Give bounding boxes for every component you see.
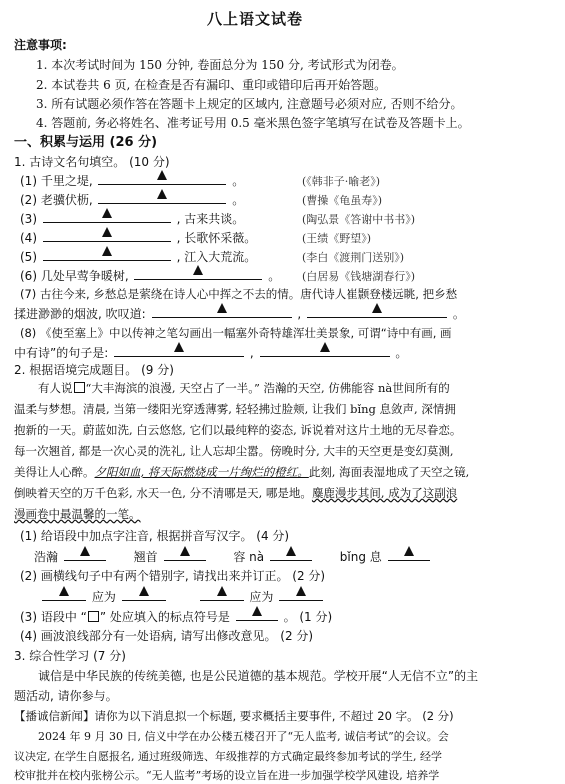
poem-source: (陶弘景《答谢中书书》) — [302, 213, 416, 226]
answer-blank[interactable] — [152, 305, 292, 318]
sub-question: (2) 画横线句子中有两个错别字, 请找出来并订正。 (2 分) — [20, 569, 326, 583]
answer-blank[interactable] — [200, 588, 244, 601]
poem-source: (曹操《龟虽寿》) — [302, 194, 383, 207]
answer-blank[interactable] — [122, 588, 166, 601]
should-be-label: 应为 — [249, 590, 274, 604]
triangle-marker-icon — [102, 208, 112, 218]
triangle-marker-icon — [102, 246, 112, 256]
fill-line — [20, 172, 244, 189]
page-title: 八上语文试卷 — [207, 10, 304, 28]
passage-text: 有人说 — [38, 381, 73, 395]
fill-line — [20, 210, 244, 227]
fill-line — [20, 229, 256, 246]
fill-prefix: (2) 老骥伏枥, — [20, 193, 93, 207]
passage-text: “大丰海滨的浪漫, 天空占了一半。” 浩瀚的天空, 仿佛能容 nà世间所有的 — [85, 381, 450, 395]
triangle-marker-icon — [252, 606, 262, 616]
task-text: 【播诚信新闻】请你为以下消息拟一个标题, 要求概括主要事件, 不超过 20 字。 (2 分) — [14, 709, 454, 723]
triangle-marker-icon — [372, 303, 382, 313]
section-heading: 一、积累与运用 (26 分) — [14, 135, 158, 150]
fill-prefix: (1) 千里之堤, — [20, 174, 93, 188]
triangle-marker-icon — [180, 546, 190, 556]
triangle-marker-icon — [157, 170, 167, 180]
fill-line — [14, 344, 407, 361]
fill-suffix: 。 — [395, 346, 408, 360]
triangle-marker-icon — [404, 546, 414, 556]
fill-prefix: 中有诗”的句子是: — [14, 346, 109, 360]
answer-blank[interactable] — [260, 344, 390, 357]
passage-line — [14, 506, 141, 522]
fill-line — [20, 191, 244, 208]
fill-line — [20, 267, 280, 284]
fill-sep: , — [297, 307, 302, 321]
q7-text: (7) 古往今来, 乡愁总是萦绕在诗人心中挥之不去的情。唐代诗人崔颢登楼远眺, 把乡愁 — [20, 287, 458, 301]
answer-blank[interactable] — [236, 608, 278, 621]
correction-row — [40, 588, 325, 605]
answer-blank[interactable] — [98, 172, 226, 185]
sub-question — [20, 608, 332, 625]
triangle-marker-icon — [80, 546, 90, 556]
blank-box — [88, 611, 99, 622]
fill-prefix: (3) — [20, 212, 37, 226]
triangle-marker-icon — [286, 546, 296, 556]
answer-blank[interactable] — [307, 305, 447, 318]
pinyin-row — [34, 548, 432, 565]
sub3-post: ” 处应填入的标点符号是 — [99, 610, 230, 624]
fill-prefix: (6) 几处早莺争暖树, — [20, 269, 129, 283]
passage-line — [38, 380, 450, 396]
triangle-marker-icon — [217, 303, 227, 313]
passage-text: 此刻, 海面表湿地成了天空之镜, — [308, 465, 470, 479]
intro-text: 诚信是中华民族的传统美德, 也是公民道德的基本规范。学校开展“人无信不立”的主 — [38, 669, 479, 683]
answer-blank[interactable] — [43, 210, 171, 223]
notice-item: 1. 本次考试时间为 150 分钟, 卷面总分为 150 分, 考试形式为闭卷。 — [36, 58, 404, 72]
intro-text: 题活动, 请你参与。 — [14, 689, 118, 703]
answer-blank[interactable] — [42, 588, 86, 601]
triangle-marker-icon — [59, 586, 69, 596]
poem-source: (王绩《野望》) — [302, 232, 372, 245]
passage-line: 每一次翘首, 都是一次心灵的洗礼, 让人忘却尘嚣。傍晚时分, 大丰的天空更是变幻莫测, — [14, 444, 454, 458]
answer-blank[interactable] — [279, 588, 323, 601]
question-heading: 2. 根据语境完成题目。 (9 分) — [14, 363, 174, 377]
fill-prefix: (5) — [20, 250, 37, 264]
fill-prefix: (4) — [20, 231, 37, 245]
fill-line — [14, 305, 465, 322]
pinyin-word: 浩瀚 — [34, 550, 59, 564]
should-be-label: 应为 — [91, 590, 116, 604]
news-text: 2024 年 9 月 30 日, 信义中学在办公楼五楼召开了“无人监考, 诚信考试”的会议。会 — [38, 730, 449, 743]
triangle-marker-icon — [174, 342, 184, 352]
answer-blank[interactable] — [164, 548, 206, 561]
pinyin-word: bǐng 息 — [339, 550, 382, 564]
fill-line — [20, 248, 256, 265]
sub-question: (4) 画波浪线部分有一处语病, 请写出修改意见。 (2 分) — [20, 629, 314, 643]
passage-line — [14, 485, 457, 501]
poem-source: (《韩非子·喻老》) — [302, 175, 381, 188]
question-heading: 1. 古诗文名句填空。 (10 分) — [14, 155, 170, 169]
sub3-end: 。 (1 分) — [283, 610, 333, 624]
fill-suffix: 。 — [268, 269, 281, 283]
news-text: 议决定, 在学生自愿报名, 通过班级筛选、年级推荐的方式确定最终参加考试的学生, 经学 — [14, 750, 442, 763]
fill-suffix: 。 — [232, 174, 245, 188]
notice-item: 3. 所有试题必须作答在答题卡上规定的区域内, 注意题号必须对应, 否则不给分。 — [36, 97, 463, 111]
answer-blank[interactable] — [270, 548, 312, 561]
pinyin-word: 翘首 — [133, 550, 158, 564]
answer-blank[interactable] — [114, 344, 244, 357]
triangle-marker-icon — [139, 586, 149, 596]
passage-line — [14, 464, 469, 480]
fill-sep: , — [249, 346, 254, 360]
answer-blank[interactable] — [43, 248, 171, 261]
answer-blank[interactable] — [98, 191, 226, 204]
passage-text: 美得让人心醉。 — [14, 465, 95, 479]
triangle-marker-icon — [157, 189, 167, 199]
blank-box[interactable] — [74, 382, 85, 393]
poem-source: (李白《渡荆门送别》) — [302, 251, 405, 264]
answer-blank[interactable] — [134, 267, 262, 280]
passage-line: 温柔与梦想。清晨, 当第一缕阳光穿透薄雾, 轻轻拂过脸颊, 让我们 bǐng 息敛声, 深情拥 — [14, 402, 456, 416]
notice-item: 4. 答题前, 务必将姓名、准考证号用 0.5 毫米黑色签字笔填写在试卷及答题卡上。 — [36, 116, 470, 130]
wavy-sentence: 麋鹿漫步其间, 成为了这副浪 — [311, 486, 458, 500]
notice-heading: 注意事项: — [14, 38, 67, 52]
sub3-pre: (3) 语段中 “ — [20, 610, 87, 624]
sub-question: (1) 给语段中加点字注音, 根据拼音写汉字。 (4 分) — [20, 529, 290, 543]
pinyin-word: 容 nà — [233, 550, 265, 564]
question-heading: 3. 综合性学习 (7 分) — [14, 649, 126, 663]
fill-suffix: , 古来共谈。 — [176, 212, 245, 226]
answer-blank[interactable] — [64, 548, 106, 561]
fill-suffix: , 长歌怀采薇。 — [176, 231, 257, 245]
underlined-sentence: 夕阳如血, 将天际燃烧成一片绚烂的橙红。 — [94, 465, 309, 479]
answer-blank[interactable] — [43, 229, 171, 242]
triangle-marker-icon — [217, 586, 227, 596]
passage-text: 倒映着天空的万千色彩, 水天一色, 分不清哪是天, 哪是地。 — [14, 486, 312, 500]
passage-line: 抱新的一天。蔚蓝如洗, 白云悠悠, 它们以最纯粹的姿态, 诉说着对这片土地的无尽眷恋。 — [14, 423, 462, 437]
fill-suffix: 。 — [232, 193, 245, 207]
news-text: 校审批并在校内张榜公示。“无人监考”考场的设立旨在进一步加强学校学风建设, 培养学 — [14, 769, 440, 782]
fill-suffix: , 江入大荒流。 — [176, 250, 257, 264]
answer-blank[interactable] — [388, 548, 430, 561]
triangle-marker-icon — [320, 342, 330, 352]
notice-item: 2. 本试卷共 6 页, 在检查是否有漏印、重印或错印后再开始答题。 — [36, 78, 387, 92]
triangle-marker-icon — [193, 265, 203, 275]
q8-text: (8) 《使至塞上》中以传神之笔勾画出一幅塞外奇特雄浑壮美景象, 可谓“诗中有画, 画 — [20, 326, 452, 340]
fill-suffix: 。 — [452, 307, 465, 321]
poem-source: (白居易《钱塘湖春行》) — [302, 270, 416, 283]
fill-prefix: 揉进渺渺的烟波, 吹叹道: — [14, 307, 146, 321]
wavy-sentence: 漫画卷中最温馨的一笔。 — [14, 507, 141, 521]
triangle-marker-icon — [102, 227, 112, 237]
triangle-marker-icon — [296, 586, 306, 596]
